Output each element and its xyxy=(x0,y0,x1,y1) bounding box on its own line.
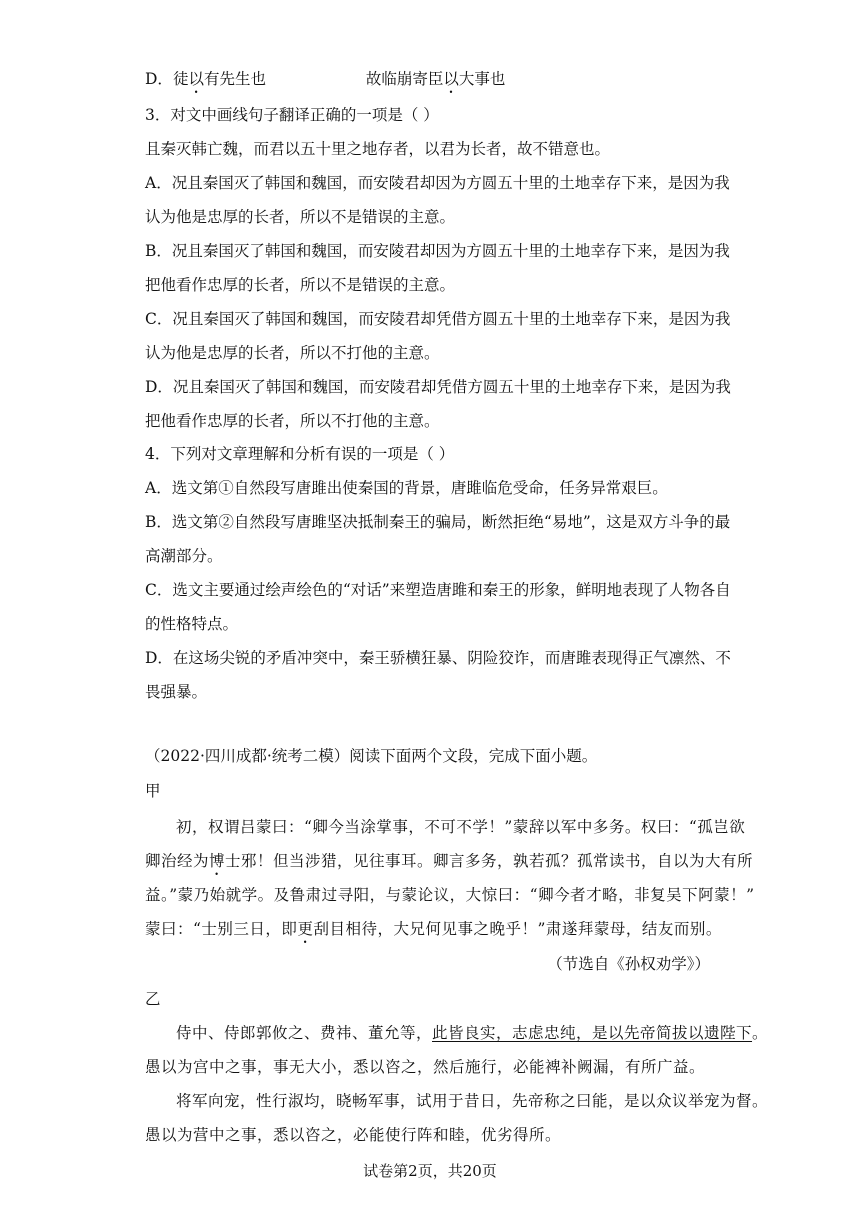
jia4-dot: 更 xyxy=(297,920,314,938)
q3-option-b-line2: 把他看作忠厚的长者，所以不是错误的主意。 xyxy=(145,276,456,294)
q3-option-b-line1: B．况且秦国灭了韩国和魏国，而安陵君却因为方圆五十里的土地幸存下来，是因为我 xyxy=(145,242,730,260)
jia2-text-b: 士邪！但当涉猎，见往事耳。卿言多务，孰若孤？孤常读书，自以为大有所 xyxy=(225,852,754,870)
q3-option-d-line1: D．况且秦国灭了韩国和魏国，而安陵君却凭借方圆五十里的土地幸存下来，是因为我 xyxy=(145,378,731,396)
jia4-text-b: 刮目相待，大兄何见事之晚乎！”肃遂拜蒙母，结友而别。 xyxy=(313,920,722,938)
q2-option-d xyxy=(145,68,505,97)
passage-jia-source: （节选自《孙权劝学》） xyxy=(547,955,710,973)
yi1-text-b: 。 xyxy=(752,1024,769,1042)
q4-option-d-line1: D．在这场尖锐的矛盾冲突中，秦王骄横狂暴、阴险狡诈，而唐雎表现得正气凛然、不 xyxy=(145,649,731,667)
passage-yi-line2: 愚以为宫中之事，事无大小，悉以咨之，然后施行，必能裨补阙漏，有所广益。 xyxy=(145,1058,706,1076)
passage-yi-line1 xyxy=(176,1022,768,1044)
section-intro: （2022·四川成都·统考二模）阅读下面两个文段，完成下面小题。 xyxy=(145,747,598,765)
passage-jia-line1: 初，权谓吕蒙曰：“卿今当涂掌事，不可不学！”蒙辞以军中多务。权曰：“孤岂欲 xyxy=(176,818,746,836)
jia2-text-a: 卿治经为 xyxy=(145,852,210,870)
jia2-dot: 博 xyxy=(209,852,226,870)
q4-option-c-line1: C．选文主要通过绘声绘色的“对话”来塑造唐雎和秦王的形象，鲜明地表现了人物各自 xyxy=(145,581,731,599)
q4-stem: 4．下列对文章理解和分析有误的一项是（ ） xyxy=(145,445,455,463)
q2-d-text-1a: 徒 xyxy=(172,70,189,88)
q4-option-d-line2: 畏强暴。 xyxy=(145,683,208,701)
q2-d-text-2a: 故临崩寄臣 xyxy=(365,70,444,88)
q2-d-dot-2: 以 xyxy=(443,70,459,88)
q2-option-d-label: D． xyxy=(145,70,173,88)
q3-option-c-line1: C．况且秦国灭了韩国和魏国，而安陵君却凭借方圆五十里的土地幸存下来，是因为我 xyxy=(145,310,731,328)
yi1-underlined-sentence: 此皆良实，志虑忠纯，是以先帝简拔以遗陛下 xyxy=(432,1024,753,1042)
q4-option-b-line1: B．选文第②自然段写唐雎坚决抵制秦王的骗局，断然拒绝“易地”，这是双方斗争的最 xyxy=(145,513,731,531)
passage-yi-line3: 将军向宠，性行淑均，晓畅军事，试用于昔日，先帝称之曰能，是以众议举宠为督。 xyxy=(176,1092,769,1110)
jia4-text-a: 蒙曰：“士别三日，即 xyxy=(145,920,298,938)
q3-option-a-line2: 认为他是忠厚的长者，所以不是错误的主意。 xyxy=(145,208,456,226)
q4-option-b-line2: 高潮部分。 xyxy=(145,547,223,565)
passage-yi-label: 乙 xyxy=(145,990,161,1008)
q2-d-dot-1: 以 xyxy=(188,70,204,88)
passage-jia-line3: 益。”蒙乃始就学。及鲁肃过寻阳，与蒙论议，大惊曰：“卿今者才略，非复吴下阿蒙！” xyxy=(145,886,755,904)
passage-jia-label: 甲 xyxy=(145,782,161,800)
page-footer: 试卷第2页，共20页 xyxy=(363,1162,497,1180)
q2-d-text-1b: 有先生也 xyxy=(203,70,266,88)
q3-option-c-line2: 认为他是忠厚的长者，所以不打他的主意。 xyxy=(145,344,440,362)
q4-option-c-line2: 的性格特点。 xyxy=(145,615,239,633)
yi1-text-a: 侍中、侍郎郭攸之、费祎、董允等， xyxy=(176,1024,433,1042)
passage-jia-line4 xyxy=(145,918,722,947)
q3-stem: 3．对文中画线句子翻译正确的一项是（ ） xyxy=(145,106,439,124)
passage-jia-line2 xyxy=(145,850,753,879)
q4-option-a: A．选文第①自然段写唐雎出使秦国的背景，唐雎临危受命，任务异常艰巨。 xyxy=(145,479,668,497)
q3-sentence: 且秦灭韩亡魏，而君以五十里之地存者，以君为长者，故不错意也。 xyxy=(145,140,611,158)
q3-option-d-line2: 把他看作忠厚的长者，所以不打他的主意。 xyxy=(145,412,440,430)
passage-yi-line4: 愚以为营中之事，悉以咨之，必能使行阵和睦，优劣得所。 xyxy=(145,1126,562,1144)
q2-d-text-2b: 大事也 xyxy=(458,70,506,88)
q3-option-a-line1: A．况且秦国灭了韩国和魏国，而安陵君却因为方圆五十里的土地幸存下来，是因为我 xyxy=(145,174,730,192)
